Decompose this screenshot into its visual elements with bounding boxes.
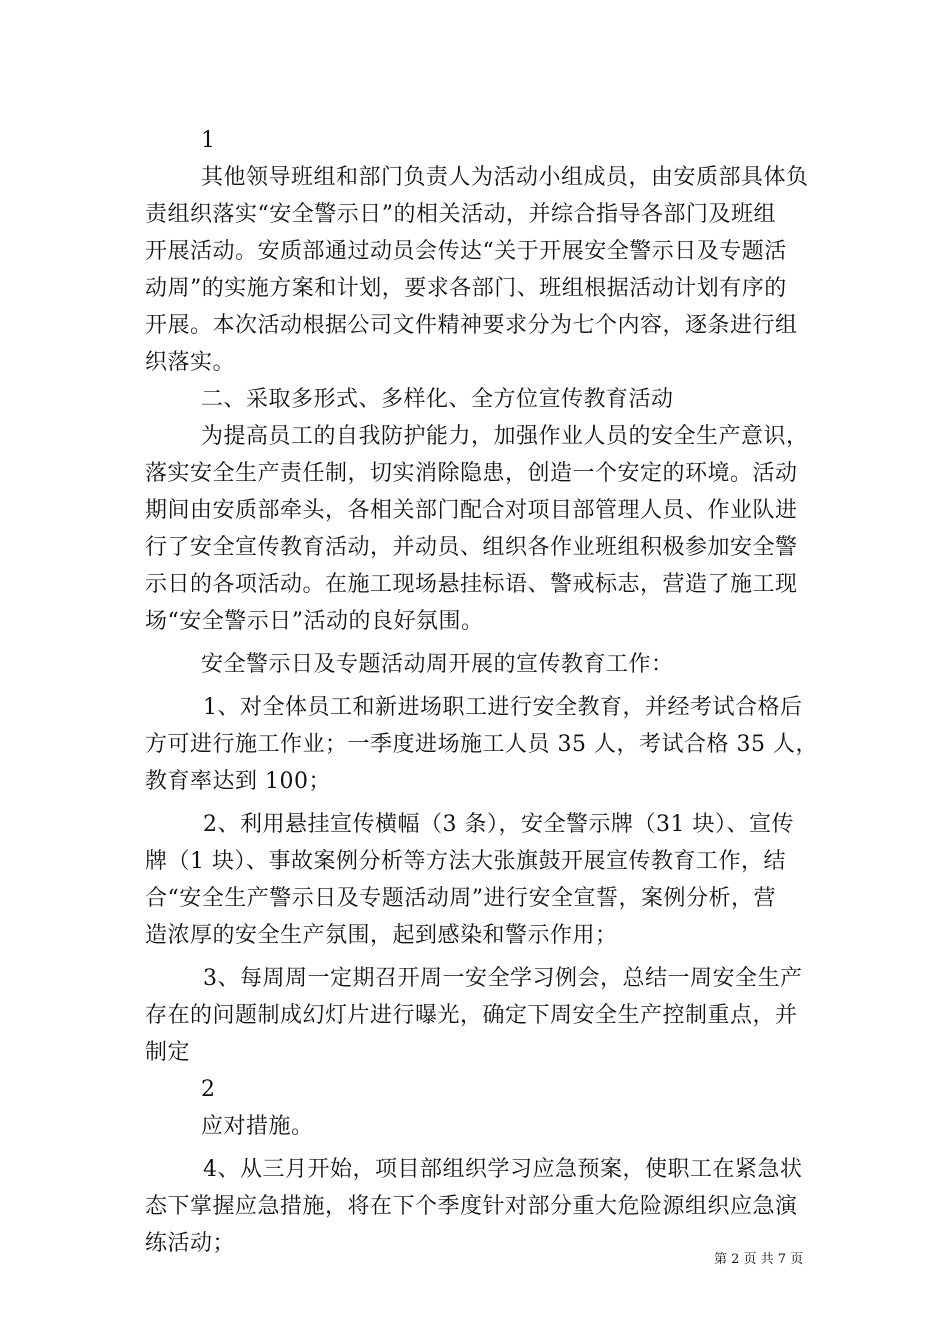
text-line: 造浓厚的安全生产氛围，起到感染和警示作用； [145,923,618,948]
text-line: 动周”的实施方案和计划，要求各部门、班组根据活动计划有序的 [145,276,787,301]
text-line: 落实安全生产责任制，切实消除隐患，创造一个安定的环境。活动 [145,461,798,486]
text-line: 合“安全生产警示日及专题活动周”进行安全宣誓，案例分析，营 [145,886,776,911]
text-line: 1、对全体员工和新进场职工进行安全教育，并经考试合格后 [203,695,803,720]
paragraph-activity-group [145,159,813,381]
text-line: 期间由安质部牵头，各相关部门配合对项目部管理人员、作业队进 [145,498,798,523]
text-line: 3、每周周一定期召开周一安全学习例会，总结一周安全生产 [203,966,803,991]
text-line: 开展。本次活动根据公司文件精神要求分为七个内容，逐条进行组 [145,313,798,338]
text-line: 2、利用悬挂宣传横幅（3 条），安全警示牌（31 块）、宣传 [203,812,794,837]
page-number-marker: 1 [201,128,216,153]
text-line: 存在的问题制成幻灯片进行曝光，确定下周安全生产控制重点，并 [145,1003,798,1028]
list-intro: 安全警示日及专题活动周开展的宣传教育工作： [201,652,674,677]
text-line: 场“安全警示日”活动的良好氛围。 [145,609,484,634]
text-line: 4、从三月开始，项目部组织学习应急预案，使职工在紧急状 [203,1157,803,1182]
text-line: 责组织落实“安全警示日”的相关活动，并综合指导各部门及班组 [145,202,776,227]
text-line: 示日的各项活动。在施工现场悬挂标语、警戒标志，营造了施工现 [145,572,798,597]
section-heading: 二、采取多形式、多样化、全方位宣传教育活动 [201,387,674,412]
list-item-2 [145,806,813,954]
text-line: 应对措施。 [201,1114,314,1139]
text-line: 为提高员工的自我防护能力，加强作业人员的安全生产意识， [201,424,809,449]
page-footer: 第 2 页 共 7 页 [714,1252,804,1267]
text-line: 制定 [145,1040,191,1065]
text-line: 牌（1 块）、事故案例分析等方法大张旗鼓开展宣传教育工作，结 [145,849,786,874]
text-line: 其他领导班组和部门负责人为活动小组成员，由安质部具体负 [201,165,809,190]
text-line: 方可进行施工作业；一季度进场施工人员 35 人，考试合格 35 人， [145,732,818,757]
list-item-1 [145,689,818,800]
document-body [145,122,818,1262]
page-number-marker: 2 [201,1077,216,1102]
paragraph-awareness [145,418,813,640]
text-line: 态下掌握应急措施，将在下个季度针对部分重大危险源组织应急演 [145,1194,798,1219]
text-line: 织落实。 [145,350,236,375]
text-line: 练活动； [145,1231,236,1256]
text-line: 开展活动。安质部通过动员会传达“关于开展安全警示日及专题活 [145,239,787,264]
text-line: 行了安全宣传教育活动，并动员、组织各作业班组积极参加安全警 [145,535,798,560]
text-line: 教育率达到 100； [145,769,331,794]
list-item-4 [145,1151,813,1262]
list-item-3 [145,960,813,1071]
